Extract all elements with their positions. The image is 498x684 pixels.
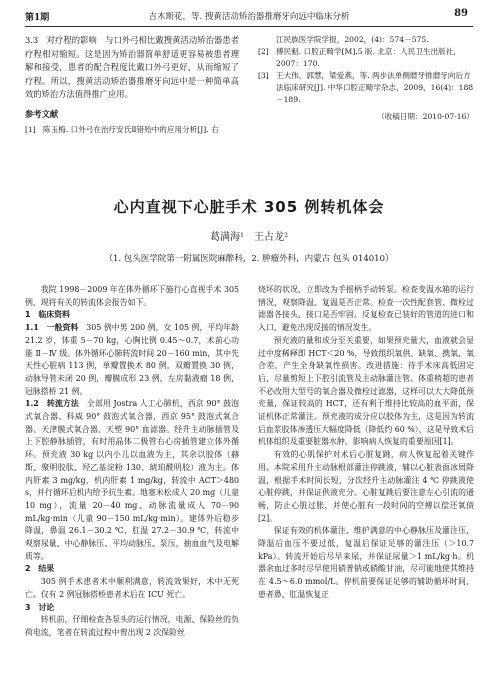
section-heading-1: 1 临床资料 [25,310,70,320]
discussion-paragraph: 转机前，仔细检查各泵头的运行情况，电源、保险丝的负荷电流，笔者在转流过程中曾出现 2 次保险丝 [25,615,239,637]
running-title: 吉木斯花，等. 搜黄活动矫治器推磨牙向远中临床分析 [148,12,350,22]
discussion-paragraph: 预充液的量和成分至关重要，如果预充量大，血液就会显过中度稀释即 HCT＜20 %，导致组织氧供、缺氧、携氧、氧合差，产生全身缺氧性损害。改进措施：待手术床高低固定后，尽量剪短上下腔引流管及主动脉灌注管。体重稍超的患者不必改用大型号的氧合器及微栓过滤器，这样可以大大降低预充量，保证较高的 HCT，还有利于维持比较高的血平面，保证机体正常灌注。预充液的成分应以胶体为主，这是因为转流后血浆胶体渗透压大幅度降低（降低约 60 %），这是导致术后机体组织及重要脏器水肿，影响病人恢复的重要原因[1]。 [258,335,474,447]
reference-number [258,34,276,46]
discussion-paragraph: 保证有效的机体灌注，维护满意的中心静脉压及灌注压，降温后血压不要过低，复温后保证足够的灌注压（＞10.7 kPa）。转流开始后尽早来尿，并保证尿量＞1 mL/kg·h。机器余血过多时尽早使用硝普钠或硝酸甘油，尽可能地使其维持在 4.5～6.0 mmol/L。停机前要保证足够的辅助循环时间，患者鼻、肛温恢复正 [258,526,474,599]
reference-text: 王大伟，郭慧，梁爱燕，等. 两步法单侧磨牙推磨牙向后方法临床研究[J]. 中华口腔正畸学杂志，2009，16(4)：188－189. [276,71,474,104]
reference-text: 傅民魁. 口腔正畸学[M].5 版. 北京：人民卫生出版社，2007：170. [276,47,461,68]
reference-number: [2] [258,47,269,56]
header-rule [25,26,473,27]
subsection-1-2-title: 1.2 转流方法 [25,399,79,409]
body-left-column [25,284,239,640]
reference-item [25,124,239,136]
article-authors: 葛满海¹ 王占龙² [209,232,289,243]
issue-number: 第1期 [25,13,50,23]
discussion-paragraph: 烧坏的状况，立即改为手摇柄手动转泵。检查变温水箱的运行情况，观察降温、复温是否正常。检查一次性配套管、微栓过滤器各接头，接口是否牢固。反复检查已装好的管道的进口和入口，避免出现反接的情况发生。 [258,285,474,333]
reference-text: 陈玉梅. 口外弓在治疗安氏Ⅱ错殆中的应用分析[J]. 右 [43,124,219,134]
subsection-1-2 [25,398,239,563]
prev-article-right-column [258,34,474,124]
reference-number: [3] [258,71,269,80]
subsection-1-1 [25,322,239,398]
body-right-column [258,284,474,602]
article-affiliation: （1. 包头医学院第一附属医院麻醉科，2. 肿瘤外科，内蒙古 包头 014010） [104,254,394,264]
intro-paragraph: 我院 1998－2009 年在体外循环下施行心直视手术 305 例，现将有关的转流体会报告如下。 [25,285,239,307]
results-paragraph: 305 例手术患者术中顺利满意，转流效果好，术中无死亡。仅有 2 例冠脉搭桥患者术后在 ICU 死亡。 [25,577,239,599]
subsection-1-2-text: 全部用 Jostra 人工心肺机，西京 90° 鼓泡式氧合器、科威 90° 鼓泡式氧合器，西京 95° 鼓泡式氧合器、天津膜式氧合器、天塑 90° 血滤器。经升主动脉插管及上下腔静脉插管，有时用晶体二极管右心房插管建立体外循环。预充液 30 kg 以内小儿以血液为主，其余以胶体（赫斯、聚明胶肽、羟乙基淀粉 130、琥珀酰明胶）液为主。体内肝素 3 mg/kg，机内肝素 1 mg/kg，转流中 ACT＞480 s，并行循环后机内给予抗生素、地塞米松成人 20 mg（儿童 10 mg），流量 20－40 mg、动脉流量成人 70－90 mL/kg·min（儿童 90－150 mL/kg·min）。建体外后稳步降温，鼻温 26.1－30.2 ℃，肛温 27.2－30.9 ℃，转流中观察尿量、中心静脉压、平均动脉压、泵压，抽血血气及电解质等。 [25,399,239,561]
article-title: 心内直视下心脏手术 305 例转机体会 [113,198,385,216]
reference-number: [1] [25,124,36,134]
subsection-1-1-text: 305 例中男 200 例，女 105 例，平均年龄 21.2 岁，体重 5－70 kg，心胸比例 0.45～0.7，术前心功能 Ⅱ－Ⅳ 级。体外循环心肺转流时间 20－160 min，其中先天性心脏病 113 例，单瓣置换术 80 例，双瓣置换 30 例，动脉导管未闭 20 例，瓣膜成形 23 例，左房黏液瘤 18 例，冠脉搭桥 21 例。 [25,323,239,396]
reference-item [258,70,474,106]
section-heading-2: 2 结果 [25,564,55,574]
prev-article-left-column [25,34,239,136]
page-number: 89 [454,8,468,19]
references-heading: 参考文献 [25,108,59,119]
reference-item [258,34,474,46]
prev-article-paragraph: 3.3 对疗程的影响 与口外弓相比戴搜黄活动矫治器患者疗程相对缩短。这是因为矫治器简单舒适更容易被患者理解和接受，患者的配合程度比戴口外弓更好，从而缩短了疗程。所以，搜黄活动矫治器推磨牙向远中是一种简单高效的矫治方法值得推广应用。 [25,35,239,100]
section-heading-3: 3 讨论 [25,602,55,612]
subsection-1-1-title: 1.1 一般资料 [25,323,79,333]
running-header [0,0,498,30]
reference-text: 江民族医学院学报，2002，(4)：574－575. [276,35,429,44]
discussion-paragraph: 有效的心肌保护对术后心脏复跳，病人恢复起着关键作用。本院采用升主动脉根部灌注停跳液，辅以心脏表面冰屑降温，根据手术时间长短，分次经升主动脉灌注 4 ℃ 停跳液使心脏停跳，并保证供液充分。心脏复跳后要注意左心引流的通畅，防止心脏过胀，并使心脏有一段时间的空搏以偿还氧债[2]。 [258,450,474,523]
received-date: （收稿日期：2010-07-16） [377,112,474,121]
reference-item [258,46,474,70]
